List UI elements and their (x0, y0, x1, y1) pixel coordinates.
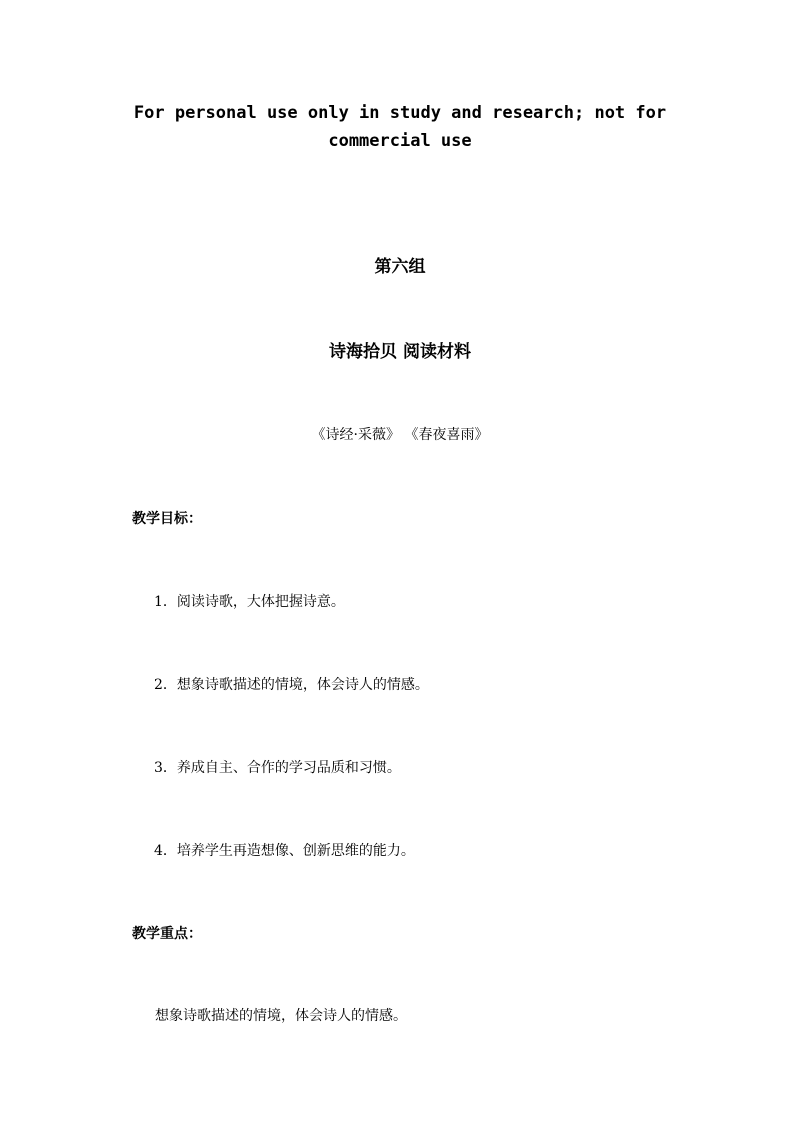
usage-notice-line-1: For personal use only in study and research; not for (133, 103, 667, 123)
key-points-text: 想象诗歌描述的情境，体会诗人的情感。 (155, 1008, 407, 1024)
objective-item-4: 4．培养学生再造想像、创新思维的能力。 (154, 843, 415, 859)
section-title: 诗海拾贝 阅读材料 (329, 342, 471, 362)
usage-notice-line-2: commercial use (328, 131, 472, 151)
key-points-heading: 教学重点： (132, 926, 202, 942)
usage-notice (0, 99, 800, 155)
objective-item-3: 3．养成自主、合作的学习品质和习惯。 (154, 760, 401, 776)
objectives-heading: 教学目标： (132, 511, 202, 527)
group-title: 第六组 (374, 257, 426, 277)
poem-titles: 《诗经·采薇》 《春夜喜雨》 (311, 427, 489, 443)
objective-item-1: 1．阅读诗歌，大体把握诗意。 (154, 594, 345, 610)
objective-item-2: 2．想象诗歌描述的情境，体会诗人的情感。 (154, 677, 429, 693)
